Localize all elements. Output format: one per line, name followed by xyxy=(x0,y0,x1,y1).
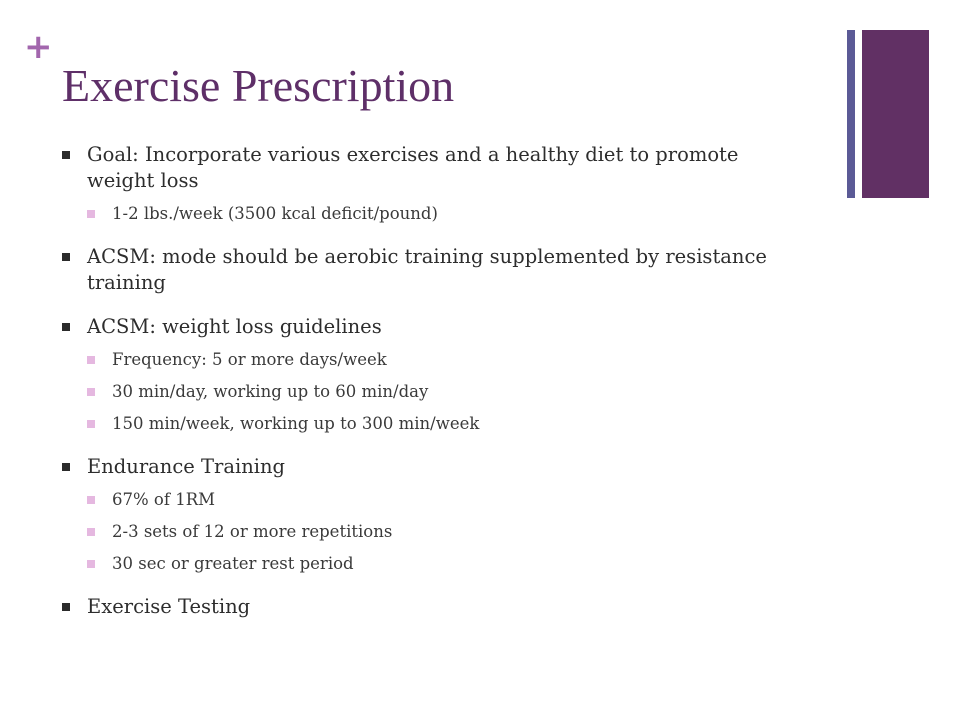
bullet-item xyxy=(62,454,782,576)
bullet-item xyxy=(62,142,782,226)
sub-bullet-item xyxy=(87,348,782,372)
square-bullet-icon xyxy=(62,463,70,471)
sub-bullet-item xyxy=(87,202,782,226)
bullet-text: Goal: Incorporate various exercises and a healthy diet to promote weight loss xyxy=(87,143,739,192)
sub-bullet-text: 67% of 1RM xyxy=(112,490,216,509)
square-sub-bullet-icon xyxy=(87,420,95,428)
sub-bullet-item xyxy=(87,552,782,576)
sub-bullet-item xyxy=(87,488,782,512)
sub-bullet-item xyxy=(87,412,782,436)
sub-bullet-text: 30 sec or greater rest period xyxy=(112,554,354,573)
decorative-bar-thick xyxy=(862,30,929,198)
square-sub-bullet-icon xyxy=(87,356,95,364)
sub-bullet-list xyxy=(87,348,782,436)
square-sub-bullet-icon xyxy=(87,560,95,568)
bullet-item xyxy=(62,314,782,436)
sub-bullet-list xyxy=(87,202,782,226)
square-sub-bullet-icon xyxy=(87,210,95,218)
bullet-text: ACSM: weight loss guidelines xyxy=(87,315,382,338)
sub-bullet-text: 30 min/day, working up to 60 min/day xyxy=(112,382,429,401)
square-sub-bullet-icon xyxy=(87,528,95,536)
bullet-item xyxy=(62,244,782,296)
sub-bullet-text: 1-2 lbs./week (3500 kcal deficit/pound) xyxy=(112,204,438,223)
sub-bullet-list xyxy=(87,488,782,576)
square-bullet-icon xyxy=(62,253,70,261)
square-sub-bullet-icon xyxy=(87,496,95,504)
bullet-item xyxy=(62,594,782,620)
sub-bullet-item xyxy=(87,520,782,544)
plus-icon: + xyxy=(24,27,53,67)
square-bullet-icon xyxy=(62,323,70,331)
sub-bullet-item xyxy=(87,380,782,404)
bullet-text: ACSM: mode should be aerobic training supplemented by resistance training xyxy=(87,245,767,294)
square-sub-bullet-icon xyxy=(87,388,95,396)
slide-title: Exercise Prescription xyxy=(62,60,455,111)
sub-bullet-text: 2-3 sets of 12 or more repetitions xyxy=(112,522,393,541)
decorative-bar-thin xyxy=(847,30,855,198)
square-bullet-icon xyxy=(62,603,70,611)
bullet-list xyxy=(62,142,782,620)
square-bullet-icon xyxy=(62,151,70,159)
sub-bullet-text: 150 min/week, working up to 300 min/week xyxy=(112,414,480,433)
sub-bullet-text: Frequency: 5 or more days/week xyxy=(112,350,387,369)
bullet-text: Endurance Training xyxy=(87,455,286,478)
bullet-text: Exercise Testing xyxy=(87,595,251,618)
